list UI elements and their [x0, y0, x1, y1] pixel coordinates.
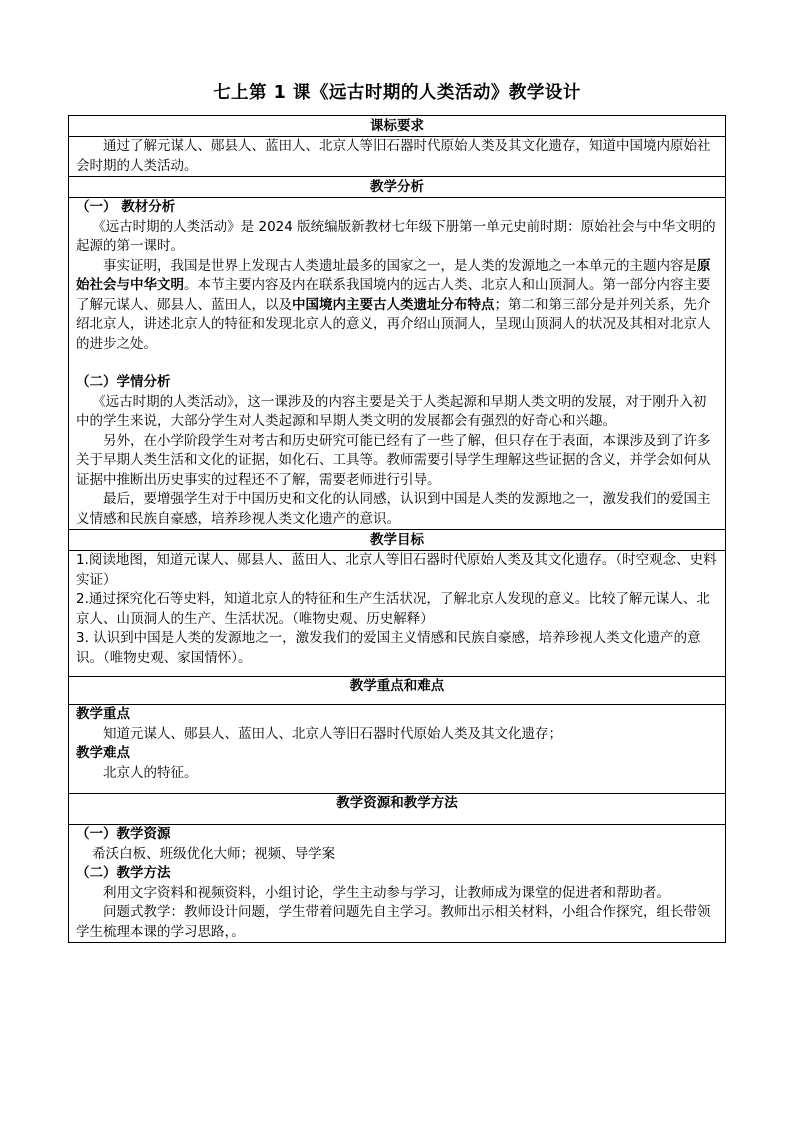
lesson-plan-table	[68, 115, 726, 943]
analysis-cell	[69, 198, 726, 530]
textbook-analysis-subheading: （一） 教材分析	[76, 199, 176, 215]
textbook-analysis-paragraph-1: 《远古时期的人类活动》是 2024 版统编版新教材七年级下册第一单元史前时期：原始社会与中华文明的起源的第一课时。	[76, 218, 716, 254]
learner-analysis-paragraph-3: 最后，要增强学生对于中国历史和文化的认同感，认识到中国是人类的发源地之一，激发我们的爱国主义情感和民族自豪感，培养珍视人类文化遗产的意识。	[76, 491, 711, 527]
paragraph-text: 。本节主要内容及内在联系我国境内的远古人类、北京人和山顶洞人。第一部分内容主要了解元谋人、郧县人、蓝田人，以及	[76, 277, 711, 313]
resources-heading: 教学资源和教学方法	[69, 794, 726, 825]
learner-analysis-paragraph-1: 《远古时期的人类活动》，这一课涉及的内容主要是关于人类起源和早期人类文明的发展，对于刚升入初中的学生来说，大部分学生对人类起源和早期人类文明的发展都会有强烈的好奇心和兴趣。	[76, 393, 707, 429]
methods-label: （二）教学方法	[76, 865, 171, 881]
keypoints-cell	[69, 705, 726, 794]
objective-item: 2.通过探究化石等史料，知道北京人的特征和生产生活状况，了解北京人发现的意义。比较了解元谋人、北京人、山顶洞人的生产、生活状况。（唯物史观、历史解释）	[76, 591, 710, 627]
objective-item: 3. 认识到中国是人类的发源地之一，激发我们的爱国主义情感和民族自豪感，培养珍视人类文化遗产的意识。（唯物史观、家国情怀）。	[76, 630, 701, 666]
textbook-analysis-paragraph-2	[76, 257, 718, 355]
resources-text: 希沃白板、班级优化大师；视频、导学案	[92, 845, 336, 862]
methods-text-1: 利用文字资料和视频资料，小组讨论，学生主动参与学习，让教师成为课堂的促进者和帮助者。	[103, 884, 670, 901]
resources-cell	[69, 825, 726, 943]
methods-text-2: 问题式教学：教师设计问题，学生带着问题先自主学习。教师出示相关材料，小组合作探究，组长带领学生梳理本课的学习思路，。	[76, 904, 711, 940]
focus-label: 教学重点	[76, 706, 130, 722]
difficulty-text: 北京人的特征。	[103, 764, 198, 781]
learner-analysis-paragraph-2: 另外，在小学阶段学生对考古和历史研究可能已经有了一些了解，但只存在于表面，本课涉及到了许多关于早期人类生活和文化的证据，如化石、工具等。教师需要引导学生理解这些证据的含义，并学会如何从证据中推断出历史事实的过程还不了解，需要老师进行引导。	[76, 432, 711, 488]
standards-cell	[69, 137, 726, 177]
spacer	[76, 354, 718, 373]
analysis-heading: 教学分析	[69, 177, 726, 198]
site-distribution-emphasis: 中国境内主要古人类遗址分布特点	[292, 296, 495, 313]
standards-heading: 课标要求	[69, 116, 726, 137]
paragraph-text: ；第二和第三部分是并列关系，先介绍北京人，讲述北京人的特征和发现北京人的意义，再介绍山顶洞人，呈现山顶洞人的状况及其相对北京人的进步之处。	[76, 296, 711, 352]
keypoints-heading: 教学重点和难点	[69, 677, 726, 705]
page-title: 七上第 1 课《远古时期的人类活动》教学设计	[213, 83, 581, 103]
standards-text: 通过了解元谋人、郧县人、蓝田人、北京人等旧石器时代原始人类及其文化遗存，知道中国境内原始社会时期的人类活动。	[76, 138, 711, 174]
difficulty-label: 教学难点	[76, 745, 130, 761]
objectives-cell	[69, 551, 726, 677]
paragraph-text: 事实证明，我国是世界上发现古人类遗址最多的国家之一，是人类的发源地之一本单元的主题内容是	[103, 257, 697, 274]
learner-analysis-subheading: （二）学情分析	[76, 374, 171, 390]
resources-label: （一）教学资源	[76, 826, 171, 842]
unit-theme-emphasis: 原始社会与中华文明	[76, 257, 711, 293]
objectives-heading: 教学目标	[69, 530, 726, 551]
focus-text: 知道元谋人、郧县人、蓝田人、北京人等旧石器时代原始人类及其文化遗存；	[103, 725, 562, 742]
objective-item: 1.阅读地图，知道元谋人、郧县人、蓝田人、北京人等旧石器时代原始人类及其文化遗存。（时空观念、史料实证）	[76, 552, 717, 588]
